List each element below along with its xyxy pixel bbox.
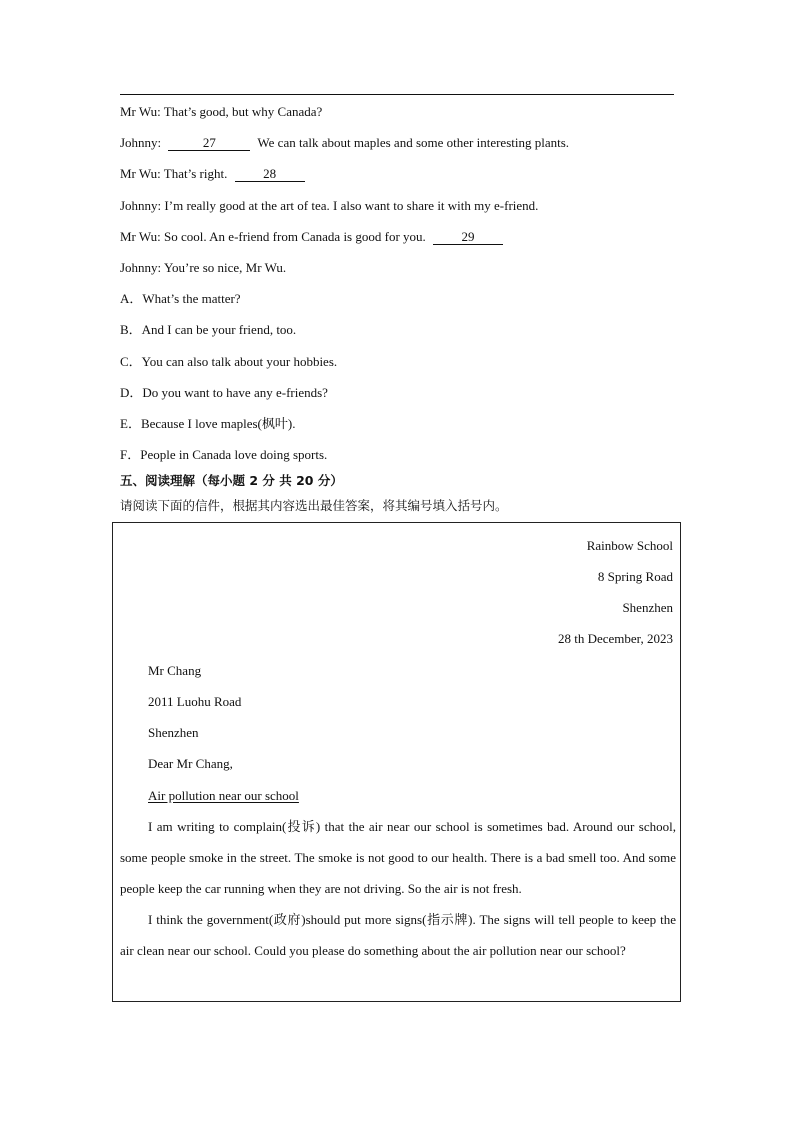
dialogue-text: We can talk about maples and some other interesting plants.	[254, 135, 570, 150]
dialogue-line	[120, 166, 305, 182]
dialogue-line	[120, 260, 286, 276]
section-instruction: 请阅读下面的信件，根据其内容选出最佳答案，将其编号填入括号内。	[120, 498, 508, 513]
option-item: A．What’s the matter?	[120, 291, 241, 306]
sender-address-line: Shenzhen	[622, 600, 673, 615]
letter-subject: Air pollution near our school	[148, 788, 299, 803]
option-item: E．Because I love maples(枫叶).	[120, 416, 296, 431]
option-item: C．You can also talk about your hobbies.	[120, 354, 338, 369]
section-heading: 五、阅读理解（每小题 2 分 共 20 分）	[120, 473, 343, 488]
letter-box	[112, 522, 681, 1002]
dialogue-line	[120, 229, 503, 245]
option-item: D．Do you want to have any e-friends?	[120, 385, 328, 400]
recipient-address-line: Shenzhen	[148, 725, 199, 740]
option-item: B．And I can be your friend, too.	[120, 322, 297, 337]
recipient-address-line: Mr Chang	[148, 663, 202, 678]
recipient-address-line: 2011 Luohu Road	[148, 694, 242, 709]
dialogue-text: Mr Wu: So cool. An e-friend from Canada is good for you.	[120, 229, 430, 244]
letter-paragraph: I think the government(政府)should put more signs(指示牌). The signs will tell people to keep the air clean near our school. Could you please do something about the air pollution near our school?	[120, 912, 676, 958]
option-item: F．People in Canada love doing sports.	[120, 447, 328, 462]
dialogue-text: Johnny:	[120, 135, 165, 150]
letter-paragraph: I am writing to complain(投诉) that the air near our school is sometimes bad. Around our school, some people smoke in the street. The smoke is not good to our health. There is a bad smell too. And some people keep the car running when they are not driving. So the air is not fresh.	[120, 819, 676, 896]
letter-greeting: Dear Mr Chang,	[148, 756, 233, 771]
dialogue-text: Mr Wu: That’s good, but why Canada?	[120, 104, 323, 119]
dialogue-line	[120, 198, 538, 214]
dialogue-line	[120, 104, 322, 120]
dialogue-text: Johnny: I’m really good at the art of tea. I also want to share it with my e-friend.	[120, 198, 539, 213]
answer-blank[interactable]: 28	[235, 167, 305, 182]
answer-blank[interactable]: 29	[433, 230, 503, 245]
sender-address-line: 8 Spring Road	[597, 569, 673, 584]
letter-date: 28 th December, 2023	[557, 631, 673, 646]
dialogue-text: Mr Wu: That’s right.	[120, 166, 231, 181]
dialogue-text: Johnny: You’re so nice, Mr Wu.	[120, 260, 287, 275]
answer-blank[interactable]: 27	[168, 136, 250, 151]
top-rule	[120, 94, 674, 95]
sender-address-line: Rainbow School	[586, 538, 673, 553]
dialogue-line	[120, 135, 569, 151]
